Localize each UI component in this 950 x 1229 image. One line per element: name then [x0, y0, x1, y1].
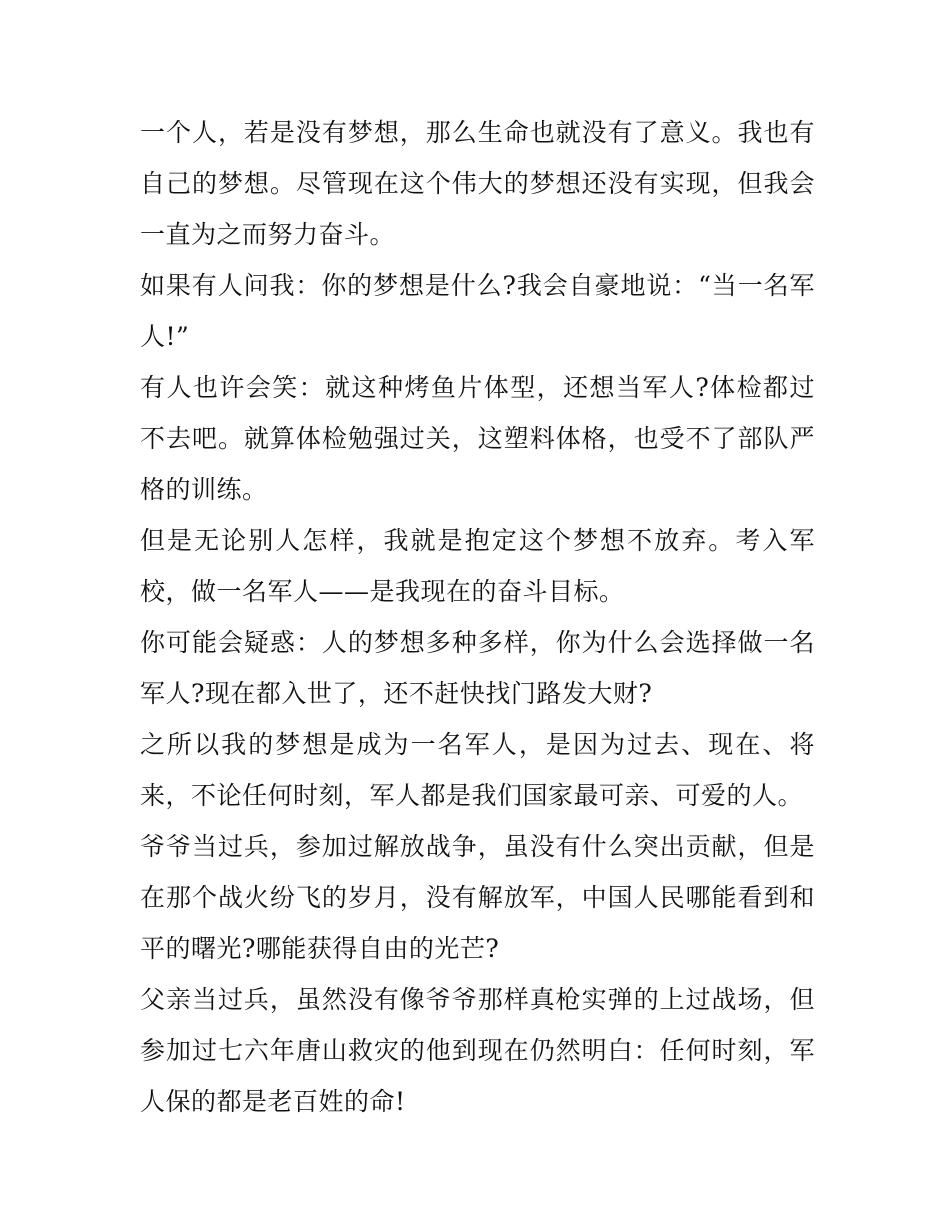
paragraph-1: 一个人，若是没有梦想，那么生命也就没有了意义。我也有自己的梦想。尽管现在这个伟大的梦想还没有实现，但我会一直为之而努力奋斗。	[140, 118, 815, 249]
paragraph-6: 之所以我的梦想是成为一名军人，是因为过去、现在、将来，不论任何时刻，军人都是我们国家最可亲、可爱的人。	[140, 730, 815, 810]
paragraph-8: 父亲当过兵，虽然没有像爷爷那样真枪实弹的上过战场，但参加过七六年唐山救灾的他到现在仍然明白：任何时刻，军人保的都是老百姓的命!	[140, 985, 815, 1116]
paragraph-7: 爷爷当过兵，参加过解放战争，虽没有什么突出贡献，但是在那个战火纷飞的岁月，没有解放军，中国人民哪能看到和平的曙光?哪能获得自由的光芒?	[140, 832, 815, 963]
paragraph-5: 你可能会疑惑：人的梦想多种多样，你为什么会选择做一名军人?现在都入世了，还不赶快找门路发大财?	[140, 628, 815, 708]
paragraph-2: 如果有人问我：你的梦想是什么?我会自豪地说：“当一名军人!”	[140, 271, 815, 351]
paragraph-3: 有人也许会笑：就这种烤鱼片体型，还想当军人?体检都过不去吧。就算体检勉强过关，这塑料体格，也受不了部队严格的训练。	[140, 373, 815, 504]
paragraph-4: 但是无论别人怎样，我就是抱定这个梦想不放弃。考入军校，做一名军人——是我现在的奋斗目标。	[140, 526, 815, 606]
essay-body	[140, 107, 815, 1127]
